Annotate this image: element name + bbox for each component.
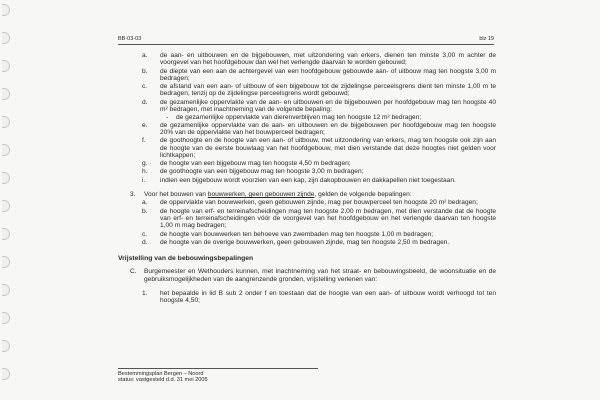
lettered-item	[118, 268, 496, 283]
item-number: 3.	[130, 191, 136, 199]
underlined-term: bouwwerken, geen gebouwen zijnde	[207, 191, 315, 199]
list-text: het bepaalde in lid B sub 2 onder f en toestaan dat de hoogte van een aan- of uitbouw wordt verhoogd tot ten hoogste 4,50;	[160, 290, 496, 305]
list-text: de afstand van een aan- of uitbouw of een bijgebouw tot de zijdelingse perceelsgrens dient ten minste 1,00 m te bedragen, tenzij op de zijdelingse perceelsgrens wordt gebouwd;	[160, 83, 496, 98]
binder-hole	[2, 60, 10, 72]
list-text: de hoogte van bouwwerken ten behoeve van zwembaden mag ten hoogste 1,00 m bedragen;	[160, 230, 434, 238]
list-item	[118, 68, 496, 83]
footer-plan-name: Bestemmingsplan Bergen – Noord	[118, 371, 204, 377]
list-label: b.	[142, 67, 148, 75]
list-text: de hoogte van erf- en terreinafscheidingen mag ten hoogste 2,00 m bedragen, met dien verstande dat de hoogte van erf- en terreinafscheidingen vóór de voorgevel van het hoofdgebouw en het verlengde daarvan ten hoogste 1,00 m mag bedragen;	[160, 207, 496, 230]
list-item	[118, 290, 496, 305]
binder-holes	[2, 0, 12, 400]
document-code: BB-03-03	[118, 36, 142, 42]
binder-hole	[2, 172, 10, 184]
binder-hole	[2, 200, 10, 212]
list-label: a.	[142, 52, 148, 59]
item-text: , gelden de volgende bepalingen:	[314, 191, 412, 199]
list-label: f.	[142, 137, 146, 145]
binder-hole	[2, 32, 10, 44]
list-text: de hoogte van een bijgebouw mag ten hoogste 4,50 m bedragen;	[160, 160, 351, 168]
list-item	[118, 239, 496, 246]
binder-hole	[2, 368, 10, 380]
list-text: de goothoogte van een bijgebouw mag ten hoogste 3,00 m bedragen;	[160, 168, 364, 176]
list-item	[118, 137, 496, 159]
list-item	[118, 231, 496, 238]
list-text: de hoogte van de overige bouwwerken, geen gebouwen zijnde, mag ten hoogste 2,50 m bedragen.	[160, 238, 450, 246]
list-text: de goothoogte en de hoogte van een aan- of uitbouw, met uitzondering van erkers, mag ten hoogste ook zijn aan de hoogte van de eerste bouwlaag van het hoofdgebouw, met dien verstande dat deze hoogtes niet gelden voor lichtkappen;	[160, 137, 496, 159]
page-header	[118, 36, 494, 45]
binder-hole	[2, 4, 10, 16]
page-number: blz 19	[479, 36, 494, 42]
binder-hole	[2, 256, 10, 268]
binder-hole	[2, 88, 10, 100]
list-text: de gezamenlijke oppervlakte van dierenverblijven mag ten hoogste 12 m² bedragen;	[176, 114, 422, 122]
binder-hole	[2, 228, 10, 240]
section-heading: Vrijstelling van de bebouwingsbepalingen	[118, 255, 254, 263]
binder-hole	[2, 144, 10, 156]
list-item	[118, 122, 496, 137]
list-text: de aan- en uitbouwen en de bijgebouwen, met uitzondering van erkers, dienen ten minste 3,00 m achter de voorgevel van het hoofdgebouw dan wel het verlengde daarvan te worden gebouwd;	[160, 52, 496, 67]
item-text: Burgemeester en Wethouders kunnen, met inachtneming van het straat- en bebouwingsbeeld, de woonsituatie en de gebruiksmogelijkheden van de aangrenzende gronden, vrijstelling verlenen van:	[144, 268, 496, 283]
list-item	[118, 199, 496, 206]
list-label: i.	[142, 176, 146, 184]
list-label: g.	[142, 160, 148, 168]
list-item	[118, 177, 496, 184]
list-label: 1.	[142, 290, 148, 298]
binder-hole	[2, 312, 10, 324]
list-item	[118, 208, 496, 230]
list-item	[118, 99, 496, 114]
binder-hole	[2, 340, 10, 352]
list-label: c.	[142, 83, 148, 91]
list-label: d.	[142, 238, 148, 246]
list-label: h.	[142, 168, 148, 176]
binder-hole	[2, 284, 10, 296]
sub-list-item	[118, 114, 496, 121]
page-footer	[118, 368, 318, 384]
list-text: de gezamenlijke oppervlakte van de aan- en uitbouwen en de bijgebouwen per hoofdgebouw mag ten hoogste 40 m² bedragen, met inachtneming van de volgende bepaling:	[160, 98, 496, 114]
list-item	[118, 160, 496, 167]
binder-hole	[2, 116, 10, 128]
list-item	[118, 83, 496, 98]
list-item	[118, 168, 496, 175]
footer-status: status: vastgesteld d.d. 31 mei 2005	[118, 377, 208, 384]
document-body	[118, 52, 496, 306]
list-label: e.	[142, 121, 148, 129]
list-label: b.	[142, 207, 148, 215]
item-letter: C.	[130, 268, 137, 276]
list-label: c.	[142, 230, 148, 238]
list-text: indien een bijgebouw wordt voorzien van een kap, zijn dakopbouwen en dakkapellen niet toegestaan.	[160, 176, 456, 184]
dash-bullet: -	[166, 114, 169, 122]
list-text: de gezamenlijke oppervlakte van de aan- en uitbouwen en de bijgebouwen per hoofdgebouw mag ten hoogste 20% van de oppervlakte van het bouwperceel bedragen;	[160, 121, 496, 136]
list-text: de oppervlakte van bouwwerken, geen gebouwen zijnde, mag per bouwperceel ten hoogste 20 m² bedragen;	[160, 199, 478, 207]
list-text: de diepte van een aan de achtergevel van een hoofdgebouw gebouwde aan- of uitbouw mag ten hoogste 3,00 m bedragen;	[160, 67, 496, 82]
numbered-item	[118, 191, 496, 198]
list-label: d.	[142, 98, 148, 106]
item-text: Voor het bouwen van	[144, 191, 208, 199]
list-label: a.	[142, 199, 148, 207]
list-item	[118, 52, 496, 67]
